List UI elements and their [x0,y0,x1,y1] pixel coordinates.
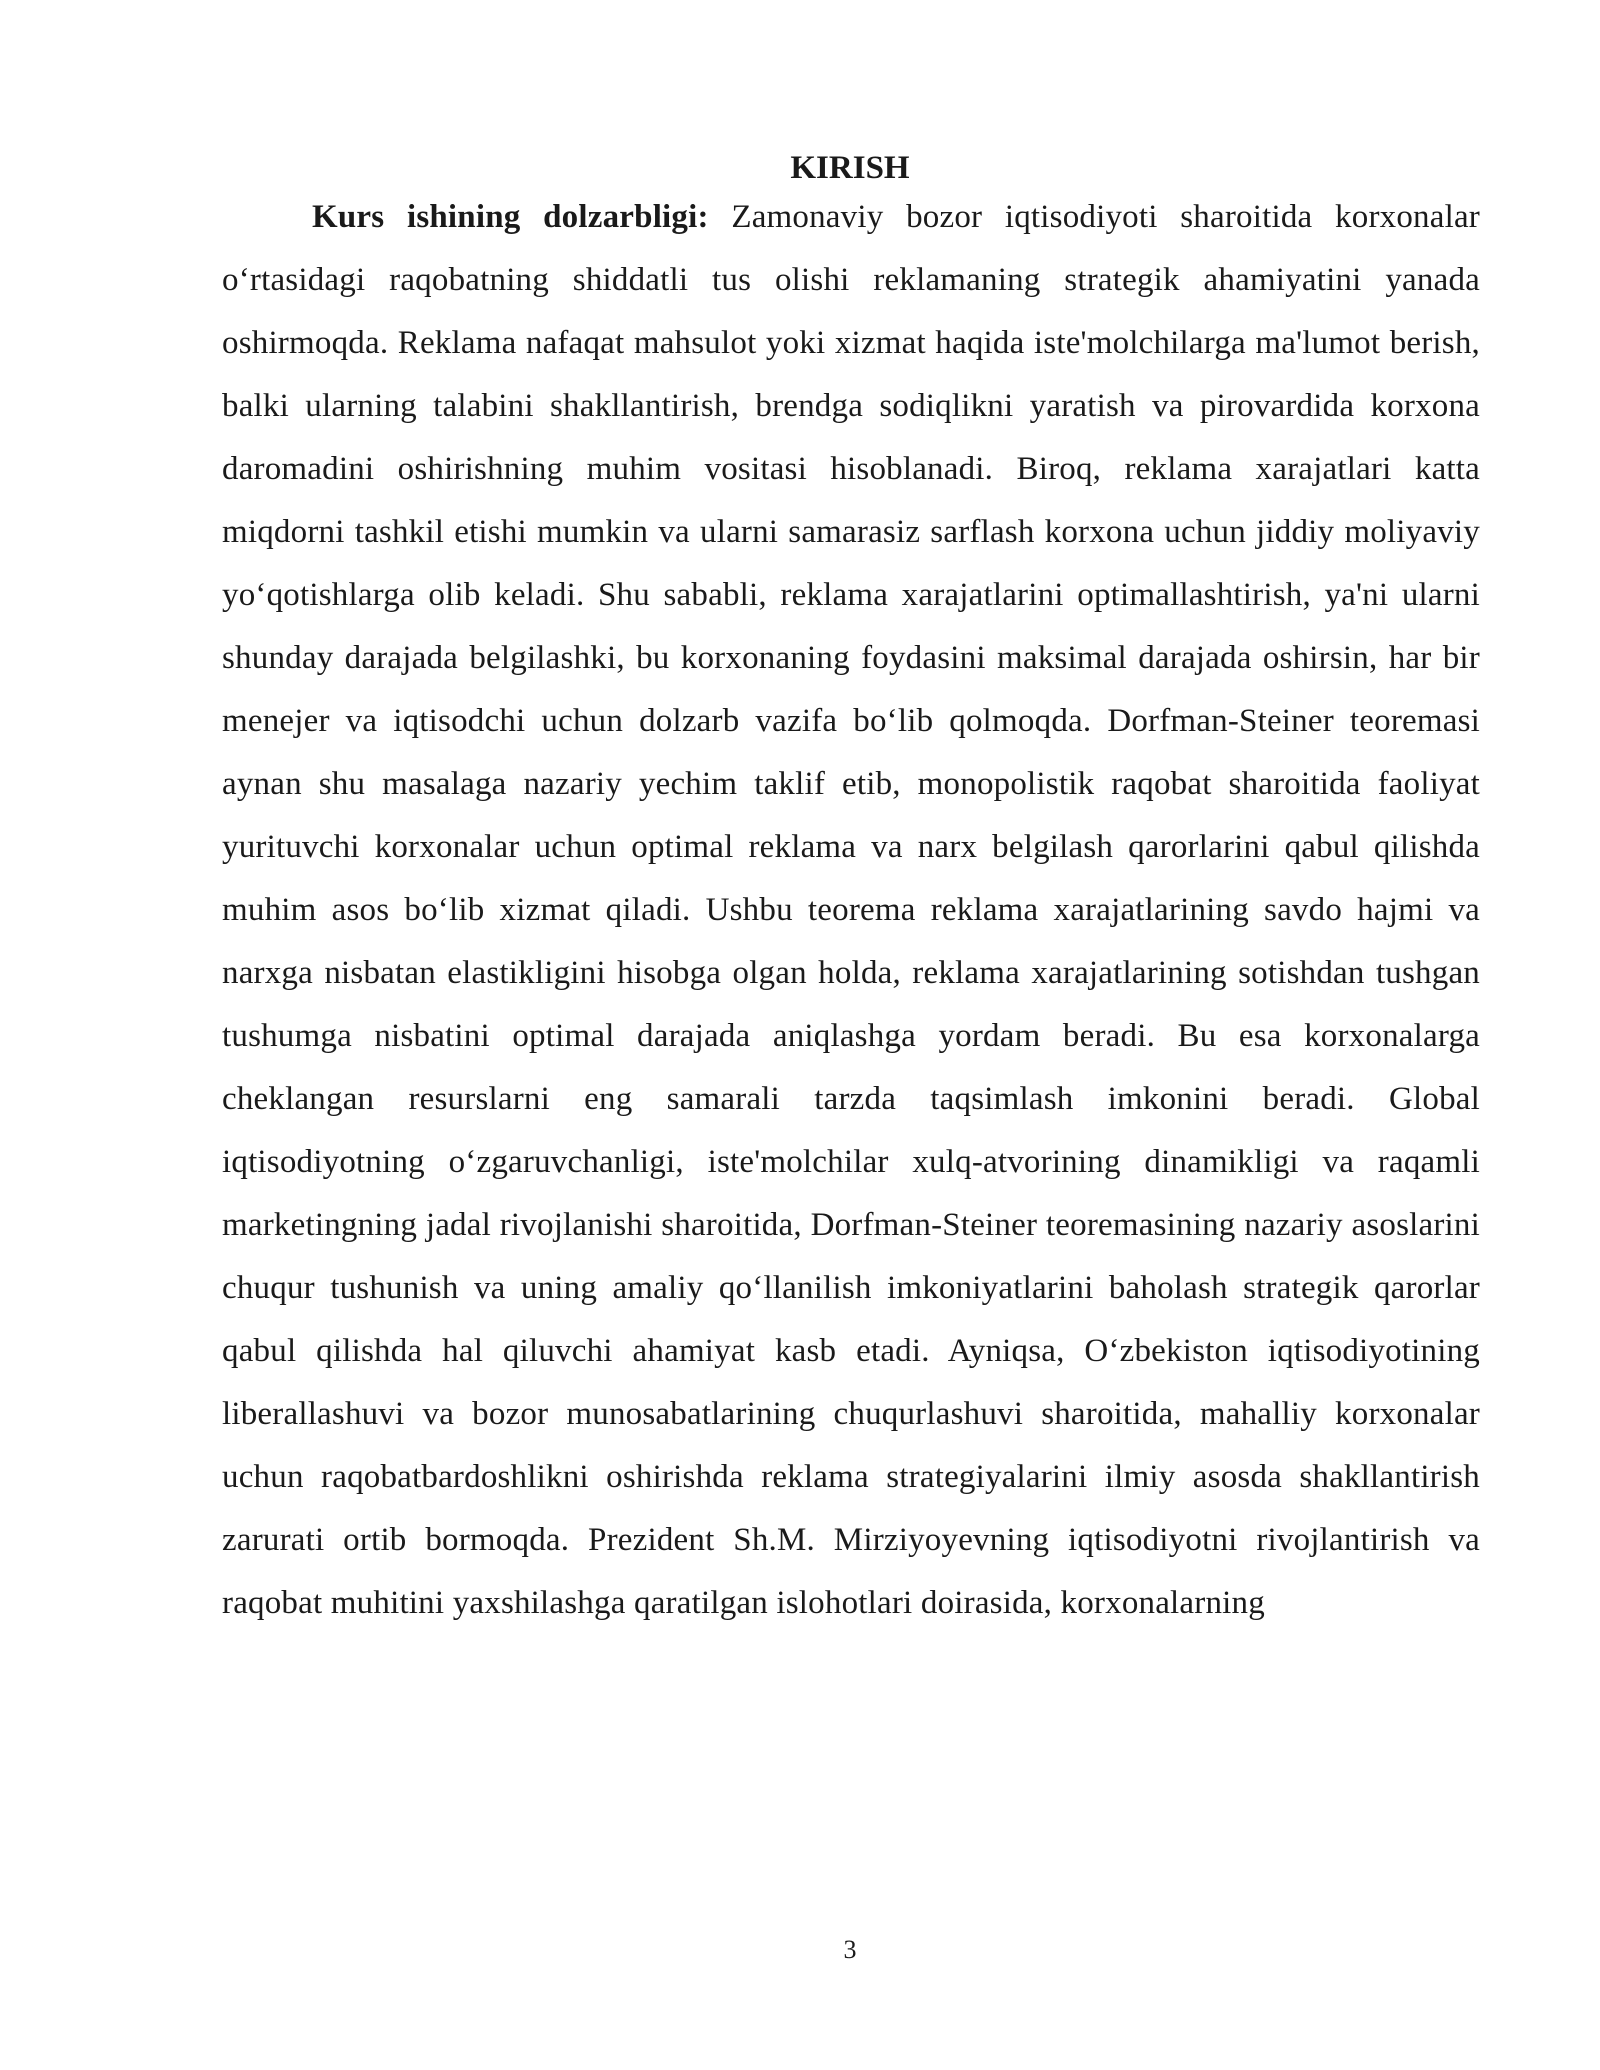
paragraph-text: Zamonaviy bozor iqtisodiyoti sharoitida korxonalar o‘rtasidagi raqobatning shiddatli tus olishi reklamaning strategik ahamiyatini yanada oshirmoqda. Reklama nafaqat mahsulot yoki xizmat haqida iste'molchilarga ma'lumot berish, balki ularning talabini shakllantirish, brendga sodiqlikni yaratish va pirovardida korxona daromadini oshirishning muhim vositasi hisoblanadi. Biroq, reklama xarajatlari katta miqdorni tashkil etishi mumkin va ularni samarasiz sarflash korxona uchun jiddiy moliyaviy yo‘qotishlarga olib keladi. Shu sababli, reklama xarajatlarini optimallashtirish, ya'ni ularni shunday darajada belgilashki, bu korxonaning foydasini maksimal darajada oshirsin, har bir menejer va iqtisodchi uchun dolzarb vazifa bo‘lib qolmoqda. Dorfman-Steiner teoremasi aynan shu masalaga nazariy yechim taklif etib, monopolistik raqobat sharoitida faoliyat yurituvchi korxonalar uchun optimal reklama va narx belgilash qarorlarini qabul qilishda muhim asos bo‘lib xizmat qiladi. Ushbu teorema reklama xarajatlarining savdo hajmi va narxga nisbatan elastikligini hisobga olgan holda, reklama xarajatlarining sotishdan tushgan tushumga nisbatini optimal darajada aniqlashga yordam beradi. Bu esa korxonalarga cheklangan resurslarni eng samarali tarzda taqsimlash imkonini beradi. Global iqtisodiyotning o‘zgaruvchanligi, iste'molchilar xulq-atvorining dinamikligi va raqamli marketingning jadal rivojlanishi sharoitida, Dorfman-Steiner teoremasining nazariy asoslarini chuqur tushunish va uning amaliy qo‘llanilish imkoniyatlarini baholash strategik qarorlar qabul qilishda hal qiluvchi ahamiyat kasb etadi. Ayniqsa, O‘zbekiston iqtisodiyotining liberallashuvi va bozor munosabatlarining chuqurlashuvi sharoitida, mahalliy korxonalar uchun raqobatbardoshlikni oshirishda reklama strategiyalarini ilmiy asosda shakllantirish zarurati ortib bormoqda. Prezident Sh.M. Mirziyoyevning iqtisodiyotni rivojlantirish va raqobat muhitini yaxshilashga qaratilgan islohotlari doirasida, korxonalarning [222,199,1480,1621]
paragraph-lead: Kurs ishining dolzarbligi: [312,199,709,235]
body-paragraph [222,186,1480,1635]
page-number: 3 [843,1935,857,1964]
section-heading: KIRISH [790,150,910,186]
